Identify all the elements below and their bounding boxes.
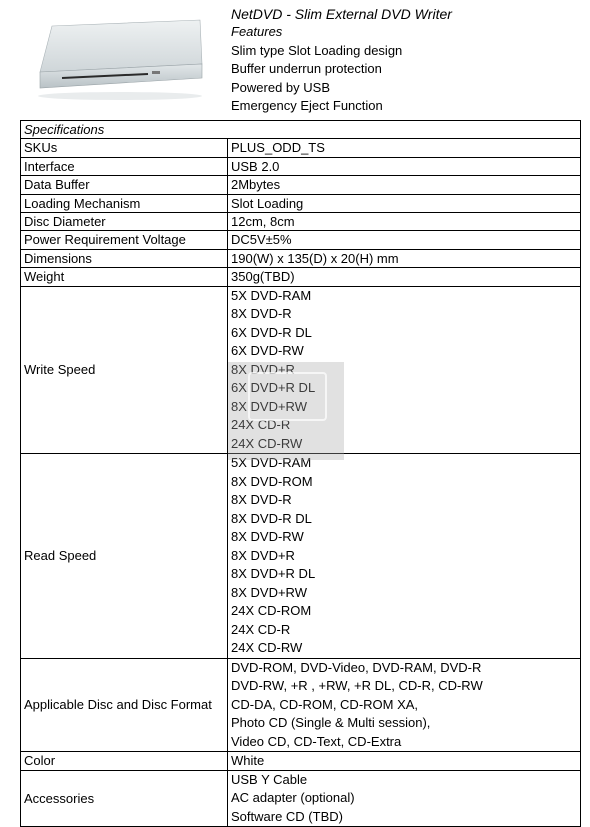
read-speed-item: 8X DVD+RW (231, 584, 307, 600)
spec-value: 350g(TBD) (228, 268, 581, 286)
format-line: CD-DA, CD-ROM, CD-ROM XA, (231, 696, 419, 712)
features-heading: Features (231, 24, 283, 39)
write-speed-item: 24X CD-RW (231, 435, 303, 451)
read-speed-item: 8X DVD+R (231, 547, 295, 563)
spec-value: 190(W) x 135(D) x 20(H) mm (228, 249, 581, 267)
spec-value: White (228, 752, 581, 770)
accessory-item: USB Y Cable (231, 771, 308, 787)
write-speed-item: 24X CD-R (231, 417, 291, 433)
spec-value: PLUS_ODD_TS (228, 139, 581, 157)
read-speed-item: 24X CD-RW (231, 640, 303, 656)
write-speed-item: 8X DVD-R (231, 306, 292, 322)
read-speed-item: 5X DVD-RAM (231, 455, 312, 471)
spec-label: Data Buffer (21, 176, 228, 194)
table-row-write-speed (21, 286, 581, 454)
spec-value: 12cm, 8cm (228, 213, 581, 231)
feature-item: Slim type Slot Loading design (231, 42, 403, 58)
write-speed-item: 5X DVD-RAM (231, 287, 312, 303)
spec-value: USB 2.0 (228, 157, 581, 175)
spec-label: Applicable Disc and Disc Format (21, 658, 228, 752)
table-row (21, 139, 581, 157)
spec-label: Write Speed (21, 286, 228, 454)
spec-label: Weight (21, 268, 228, 286)
spec-label: Loading Mechanism (21, 194, 228, 212)
read-speed-item: 24X CD-R (231, 621, 291, 637)
read-speed-item: 8X DVD-R (231, 492, 292, 508)
spec-label: Power Requirement Voltage (21, 231, 228, 249)
read-speed-item: 8X DVD-ROM (231, 473, 313, 489)
spec-label: Color (21, 752, 228, 770)
write-speed-item: 6X DVD-RW (231, 343, 304, 359)
spec-label: Interface (21, 157, 228, 175)
table-row (21, 194, 581, 212)
spec-label: Dimensions (21, 249, 228, 267)
write-speed-item: 6X DVD+R DL (231, 380, 316, 396)
feature-item: Buffer underrun protection (231, 61, 382, 77)
write-speed-item: 6X DVD-R DL (231, 324, 312, 340)
spec-value: DC5V±5% (228, 231, 581, 249)
spec-value: Slot Loading (228, 194, 581, 212)
read-speed-item: 8X DVD-RW (231, 529, 304, 545)
accessory-item: AC adapter (optional) (231, 790, 355, 806)
format-line: DVD-ROM, DVD-Video, DVD-RAM, DVD-R (231, 659, 482, 675)
table-row (21, 231, 581, 249)
spec-label: Disc Diameter (21, 213, 228, 231)
format-line: DVD-RW, +R , +RW, +R DL, CD-R, CD-RW (231, 678, 483, 694)
product-title: NetDVD - Slim External DVD Writer (231, 6, 452, 22)
product-image (30, 8, 210, 108)
spec-label: Accessories (21, 770, 228, 827)
read-speed-item: 8X DVD+R DL (231, 566, 316, 582)
table-row-read-speed (21, 454, 581, 659)
write-speed-item: 8X DVD+RW (231, 398, 307, 414)
write-speed-item: 8X DVD+R (231, 361, 295, 377)
specifications-table (20, 120, 581, 827)
table-row (21, 157, 581, 175)
accessories-list (228, 770, 581, 827)
table-row (21, 249, 581, 267)
table-row (21, 268, 581, 286)
formats-list (228, 658, 581, 752)
spec-label: SKUs (21, 139, 228, 157)
read-speed-list (228, 454, 581, 659)
read-speed-item: 24X CD-ROM (231, 603, 312, 619)
spec-label: Read Speed (21, 454, 228, 659)
feature-item: Powered by USB (231, 79, 330, 95)
table-row (21, 176, 581, 194)
table-row (21, 213, 581, 231)
format-line: Video CD, CD-Text, CD-Extra (231, 733, 402, 749)
accessory-item: Software CD (TBD) (231, 808, 343, 824)
table-row-accessories (21, 770, 581, 827)
spec-value: 2Mbytes (228, 176, 581, 194)
features-list (231, 42, 581, 116)
format-line: Photo CD (Single & Multi session), (231, 715, 431, 731)
write-speed-list (228, 286, 581, 454)
features-block (231, 5, 581, 116)
table-row-formats (21, 658, 581, 752)
feature-item: Emergency Eject Function (231, 98, 383, 114)
table-heading-row (21, 121, 581, 139)
specifications-heading: Specifications (21, 121, 581, 139)
read-speed-item: 8X DVD-R DL (231, 510, 312, 526)
table-row (21, 752, 581, 770)
